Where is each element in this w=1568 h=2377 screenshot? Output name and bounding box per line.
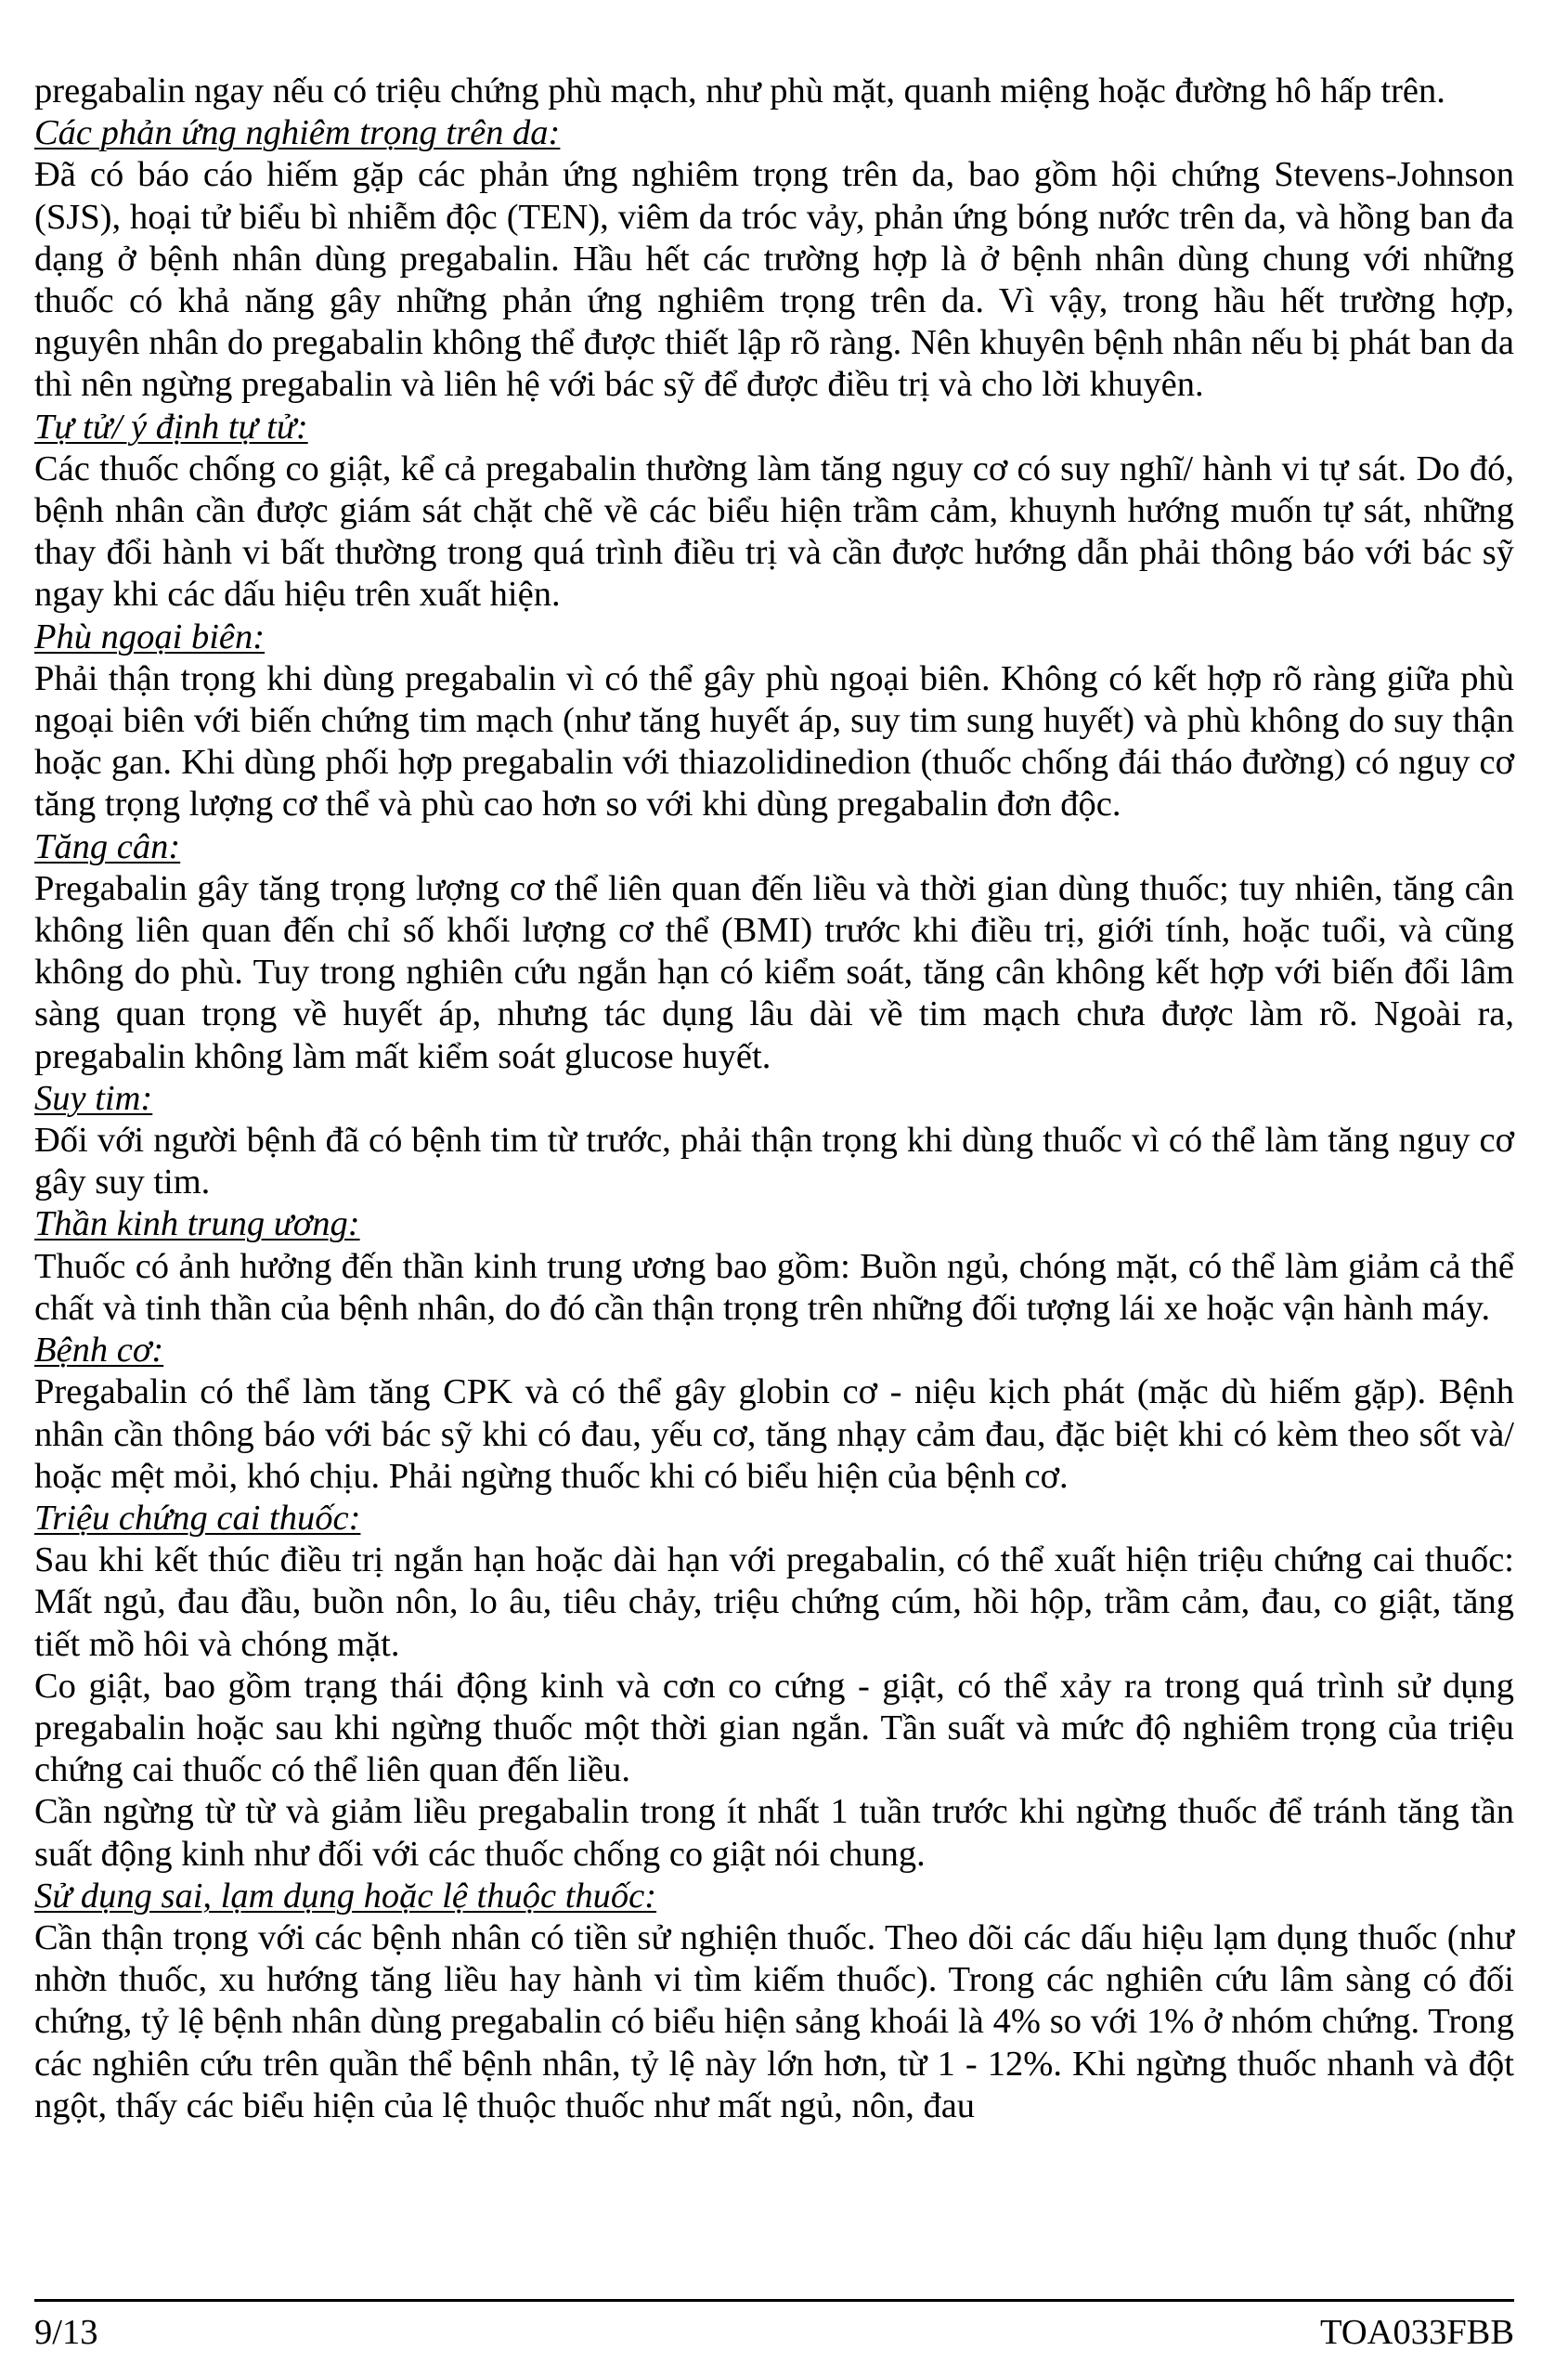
- body-paragraph: Phải thận trọng khi dùng pregabalin vì có thể gây phù ngoại biên. Không có kết hợp rõ ràng giữa phù ngoại biên với biến chứng tim mạch (như tăng huyết áp, suy tim sung huyết) và phù không do suy thận hoặc gan. Khi dùng phối hợp pregabalin với thiazolidinedion (thuốc chống đái tháo đường) có nguy cơ tăng trọng lượng cơ thể và phù cao hơn so với khi dùng pregabalin đơn độc.: [34, 658, 1514, 825]
- section-heading: Tăng cân:: [34, 826, 181, 866]
- section-heading: Các phản ứng nghiêm trọng trên da:: [34, 113, 561, 153]
- body-paragraph: Pregabalin có thể làm tăng CPK và có thể gây globin cơ - niệu kịch phát (mặc dù hiếm gặp). Bệnh nhân cần thông báo với bác sỹ khi có đau, yếu cơ, tăng nhạy cảm đau, đặc biệt khi có kèm theo sốt và/ hoặc mệt mỏi, khó chịu. Phải ngừng thuốc khi có biểu hiện của bệnh cơ.: [34, 1372, 1514, 1496]
- body-paragraph: Cần ngừng từ từ và giảm liều pregabalin trong ít nhất 1 tuần trước khi ngừng thuốc để tránh tăng tần suất động kinh như đối với các thuốc chống co giật nói chung.: [34, 1792, 1514, 1874]
- section-heading: Thần kinh trung ương:: [34, 1204, 360, 1244]
- body-paragraph: Cần thận trọng với các bệnh nhân có tiền sử nghiện thuốc. Theo dõi các dấu hiệu lạm dụng thuốc (như nhờn thuốc, xu hướng tăng liều hay hành vi tìm kiếm thuốc). Trong các nghiên cứu lâm sàng có đối chứng, tỷ lệ bệnh nhân dùng pregabalin có biểu hiện sảng khoái là 4% so với 1% ở nhóm chứng. Trong các nghiên cứu trên quần thể bệnh nhân, tỷ lệ này lớn hơn, từ 1 - 12%. Khi ngừng thuốc nhanh và đột ngột, thấy các biểu hiện của lệ thuộc thuốc như mất ngủ, nôn, đau: [34, 1917, 1514, 2125]
- body-paragraph: Đối với người bệnh đã có bệnh tim từ trước, phải thận trọng khi dùng thuốc vì có thể làm tăng nguy cơ gây suy tim.: [34, 1121, 1514, 1202]
- section-heading: Sử dụng sai, lạm dụng hoặc lệ thuộc thuốc:: [34, 1876, 657, 1916]
- section-heading: Triệu chứng cai thuốc:: [34, 1498, 361, 1538]
- body-paragraph: Co giật, bao gồm trạng thái động kinh và cơn co cứng - giật, có thể xảy ra trong quá trình sử dụng pregabalin hoặc sau khi ngừng thuốc một thời gian ngắn. Tần suất và mức độ nghiêm trọng của triệu chứng cai thuốc có thể liên quan đến liều.: [34, 1666, 1514, 1790]
- body-paragraph: pregabalin ngay nếu có triệu chứng phù mạch, như phù mặt, quanh miệng hoặc đường hô hấp trên.: [34, 71, 1445, 110]
- footer-divider: [34, 2299, 1514, 2302]
- section-heading: Tự tử/ ý định tự tử:: [34, 407, 308, 447]
- body-paragraph: Các thuốc chống co giật, kể cả pregabalin thường làm tăng nguy cơ có suy nghĩ/ hành vi tự sát. Do đó, bệnh nhân cần được giám sát chặt chẽ về các biểu hiện trầm cảm, khuynh hướng muốn tự sát, những thay đổi hành vi bất thường trong quá trình điều trị và cần được hướng dẫn phải thông báo với bác sỹ ngay khi các dấu hiệu trên xuất hiện.: [34, 448, 1514, 615]
- body-paragraph: Đã có báo cáo hiếm gặp các phản ứng nghiêm trọng trên da, bao gồm hội chứng Stevens-Johnson (SJS), hoại tử biểu bì nhiễm độc (TEN), viêm da tróc vảy, phản ứng bóng nước trên da, và hồng ban đa dạng ở bệnh nhân dùng pregabalin. Hầu hết các trường hợp là ở bệnh nhân dùng chung với những thuốc có khả năng gây những phản ứng nghiêm trọng trên da. Vì vậy, trong hầu hết trường hợp, nguyên nhân do pregabalin không thể được thiết lập rõ ràng. Nên khuyên bệnh nhân nếu bị phát ban da thì nên ngừng pregabalin và liên hệ với bác sỹ để được điều trị và cho lời khuyên.: [34, 155, 1514, 405]
- page-number: 9/13: [34, 2313, 98, 2352]
- document-body: [34, 71, 1514, 2127]
- body-paragraph: Pregabalin gây tăng trọng lượng cơ thể liên quan đến liều và thời gian dùng thuốc; tuy nhiên, tăng cân không liên quan đến chỉ số khối lượng cơ thể (BMI) trước khi điều trị, giới tính, hoặc tuổi, và cũng không do phù. Tuy trong nghiên cứu ngắn hạn có kiểm soát, tăng cân không kết hợp với biến đổi lâm sàng quan trọng về huyết áp, nhưng tác dụng lâu dài về tim mạch chưa được làm rõ. Ngoài ra, pregabalin không làm mất kiểm soát glucose huyết.: [34, 868, 1514, 1076]
- section-heading: Suy tim:: [34, 1078, 153, 1118]
- document-code: TOA033FBB: [1320, 2313, 1514, 2352]
- body-paragraph: Sau khi kết thúc điều trị ngắn hạn hoặc dài hạn với pregabalin, có thể xuất hiện triệu chứng cai thuốc: Mất ngủ, đau đầu, buồn nôn, lo âu, tiêu chảy, triệu chứng cúm, hồi hộp, trầm cảm, đau, co giật, tăng tiết mồ hôi và chóng mặt.: [34, 1540, 1514, 1664]
- body-paragraph: Thuốc có ảnh hưởng đến thần kinh trung ương bao gồm: Buồn ngủ, chóng mặt, có thể làm giảm cả thể chất và tinh thần của bệnh nhân, do đó cần thận trọng trên những đối tượng lái xe hoặc vận hành máy.: [34, 1246, 1514, 1328]
- section-heading: Phù ngoại biên:: [34, 617, 266, 656]
- section-heading: Bệnh cơ:: [34, 1331, 164, 1370]
